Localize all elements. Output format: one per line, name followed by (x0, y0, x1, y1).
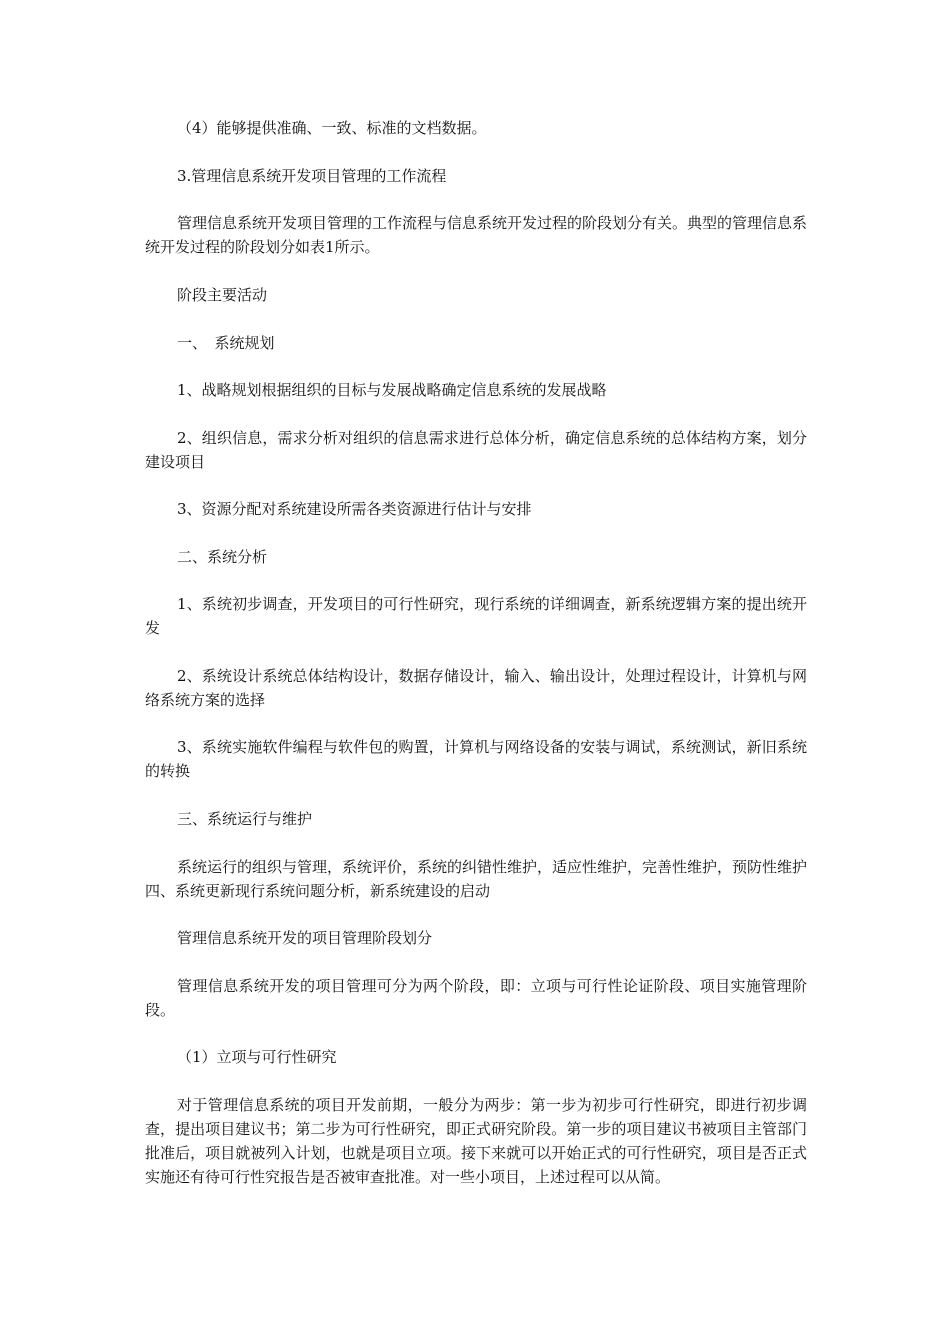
subheading-feasibility: （1）立项与可行性研究 (177, 1048, 337, 1066)
planning-item-1: 1、战略规划根据组织的目标与发展战略确定信息系统的发展战略 (177, 381, 607, 399)
paragraph-stages-intro: 管理信息系统开发的项目管理可分为两个阶段，即：立项与可行性论证阶段、项目实施管理阶段。 (145, 977, 807, 1019)
phase-heading-operation: 三、系统运行与维护 (177, 810, 313, 828)
analysis-item-3: 3、系统实施软件编程与软件包的购置，计算机与网络设备的安装与调试，系统测试，新旧系统的转换 (145, 738, 807, 780)
section-heading-workflow: 3.管理信息系统开发项目管理的工作流程 (177, 167, 447, 185)
section-heading-stages: 管理信息系统开发的项目管理阶段划分 (177, 929, 433, 947)
paragraph-workflow-intro: 管理信息系统开发项目管理的工作流程与信息系统开发过程的阶段划分有关。典型的管理信息系统开发过程的阶段划分如表1所示。 (145, 214, 808, 256)
phase-heading-planning: 一、 系统规划 (177, 334, 275, 352)
planning-item-3: 3、资源分配对系统建设所需各类资源进行估计与安排 (177, 500, 532, 518)
planning-item-2: 2、组织信息，需求分析对组织的信息需求进行总体分析，确定信息系统的总体结构方案，划分建设项目 (145, 429, 807, 471)
operation-item: 系统运行的组织与管理，系统评价，系统的纠错性维护，适应性维护，完善性维护，预防性维护四、系统更新现行系统问题分析，新系统建设的启动 (145, 858, 808, 900)
analysis-item-2: 2、系统设计系统总体结构设计，数据存储设计，输入、输出设计，处理过程设计，计算机与网络系统方案的选择 (145, 667, 807, 709)
phase-heading-analysis: 二、系统分析 (177, 548, 268, 566)
paragraph-feasibility: 对于管理信息系统的项目开发前期，一般分为两步：第一步为初步可行性研究，即进行初步调查，提出项目建议书；第二步为可行性研究，即正式研究阶段。第一步的项目建议书被项目主管部门批准后，项目就被列入计划，也就是项目立项。接下来就可以开始正式的可行性研究，项目是否正式实施还有待可行性究报告是否被审查批准。对一些小项目，上述过程可以从简。 (145, 1096, 807, 1186)
paragraph-1: （4）能够提供准确、一致、标准的文档数据。 (177, 119, 487, 137)
analysis-item-1: 1、系统初步调查，开发项目的可行性研究，现行系统的详细调查，新系统逻辑方案的提出统开发 (145, 595, 807, 637)
table-header-phase-activities: 阶段主要活动 (177, 286, 268, 304)
